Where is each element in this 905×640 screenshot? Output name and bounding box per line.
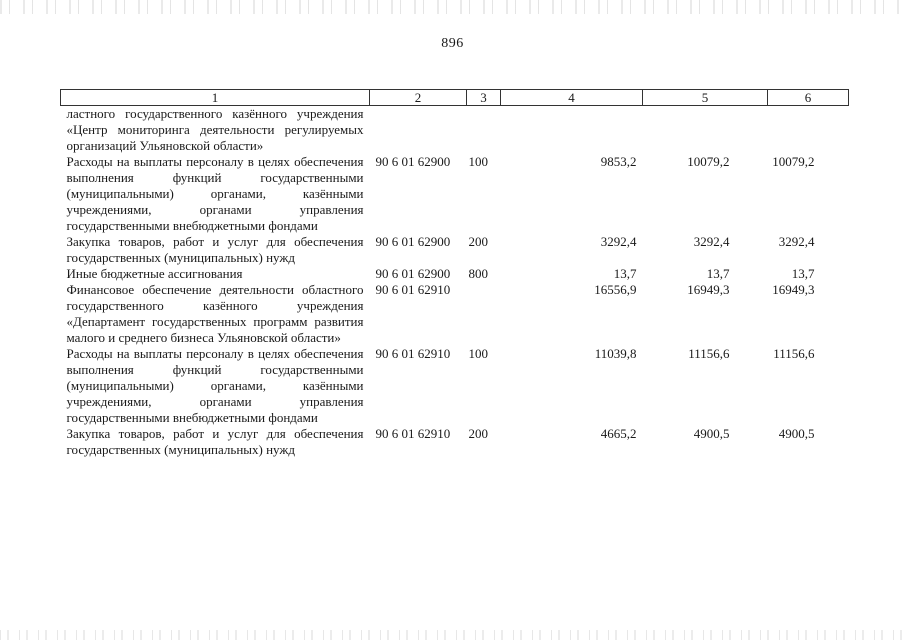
- row-value-col5: 13,7: [706, 266, 730, 281]
- row-code: [370, 106, 467, 155]
- row-description: Расходы на выплаты персоналу в целях обеспечения выполнения функций государственными (муниципальными) органами, казёнными учреждениями, органами управления государственными внебюджетными фондами: [66, 154, 364, 233]
- row-value-col6: 3292,4: [778, 234, 815, 249]
- budget-table: [60, 89, 849, 458]
- row-description: Иные бюджетные ассигнования: [66, 266, 243, 281]
- row-value-col5: 11156,6: [688, 346, 730, 361]
- table-row: [61, 154, 849, 234]
- table-row: [61, 282, 849, 346]
- row-description: Закупка товаров, работ и услуг для обеспечения государственных (муниципальных) нужд: [66, 426, 364, 457]
- row-value-col6: 10079,2: [772, 154, 815, 169]
- row-code: 90 6 01 62910: [375, 346, 451, 361]
- row-expense-type: 200: [468, 234, 488, 249]
- row-code: 90 6 01 62900: [375, 234, 451, 249]
- table-row: [61, 234, 849, 266]
- row-value-col6: 16949,3: [772, 282, 815, 297]
- row-value-col4: 16556,9: [594, 282, 637, 297]
- row-value-col6: 4900,5: [778, 426, 815, 441]
- row-value-col4: 3292,4: [600, 234, 637, 249]
- row-value-col4: 13,7: [613, 266, 637, 281]
- row-expense-type: 100: [468, 346, 488, 361]
- row-code: 90 6 01 62900: [375, 266, 451, 281]
- row-expense-type: 800: [468, 266, 488, 281]
- table-row: [61, 426, 849, 458]
- row-value-col4: [501, 106, 643, 155]
- row-description: Закупка товаров, работ и услуг для обеспечения государственных (муниципальных) нужд: [66, 234, 364, 265]
- row-value-col6: [768, 106, 849, 155]
- row-description: ластного государственного казённого учреждения «Центр мониторинга деятельности регулируемых организаций Ульяновской области»: [66, 106, 364, 153]
- table-row: [61, 346, 849, 426]
- row-code: 90 6 01 62910: [375, 426, 451, 441]
- column-header-3: 3: [467, 90, 501, 106]
- table-header-row: [61, 90, 849, 106]
- scan-edge-bottom: [0, 630, 905, 640]
- row-value-col5: 4900,5: [693, 426, 730, 441]
- row-value-col5: [643, 106, 768, 155]
- row-value-col5: 10079,2: [687, 154, 730, 169]
- column-header-5: 5: [643, 90, 768, 106]
- row-value-col4: 9853,2: [600, 154, 637, 169]
- column-header-1: 1: [61, 90, 370, 106]
- page-number: 896: [441, 36, 464, 51]
- column-header-6: 6: [768, 90, 849, 106]
- row-value-col6: 11156,6: [773, 346, 815, 361]
- row-value-col6: 13,7: [791, 266, 815, 281]
- row-value-col5: 3292,4: [693, 234, 730, 249]
- row-code: 90 6 01 62910: [375, 282, 451, 297]
- row-value-col5: 16949,3: [687, 282, 730, 297]
- row-expense-type: 200: [468, 426, 488, 441]
- scan-edge-top: [0, 0, 905, 14]
- row-value-col4: 11039,8: [594, 346, 637, 361]
- column-header-2: 2: [370, 90, 467, 106]
- table-row: [61, 266, 849, 282]
- row-expense-type: [467, 282, 501, 346]
- row-description: Расходы на выплаты персоналу в целях обеспечения выполнения функций государственными (муниципальными) органами, казёнными учреждениями, органами управления государственными внебюджетными фондами: [66, 346, 364, 425]
- row-value-col4: 4665,2: [600, 426, 637, 441]
- row-expense-type: 100: [468, 154, 488, 169]
- row-code: 90 6 01 62900: [375, 154, 451, 169]
- row-description: Финансовое обеспечение деятельности областного государственного казённого учреждения «Департамент государственных программ развития малого и среднего бизнеса Ульяновской области»: [66, 282, 364, 345]
- table-row: [61, 106, 849, 155]
- row-expense-type: [467, 106, 501, 155]
- column-header-4: 4: [501, 90, 643, 106]
